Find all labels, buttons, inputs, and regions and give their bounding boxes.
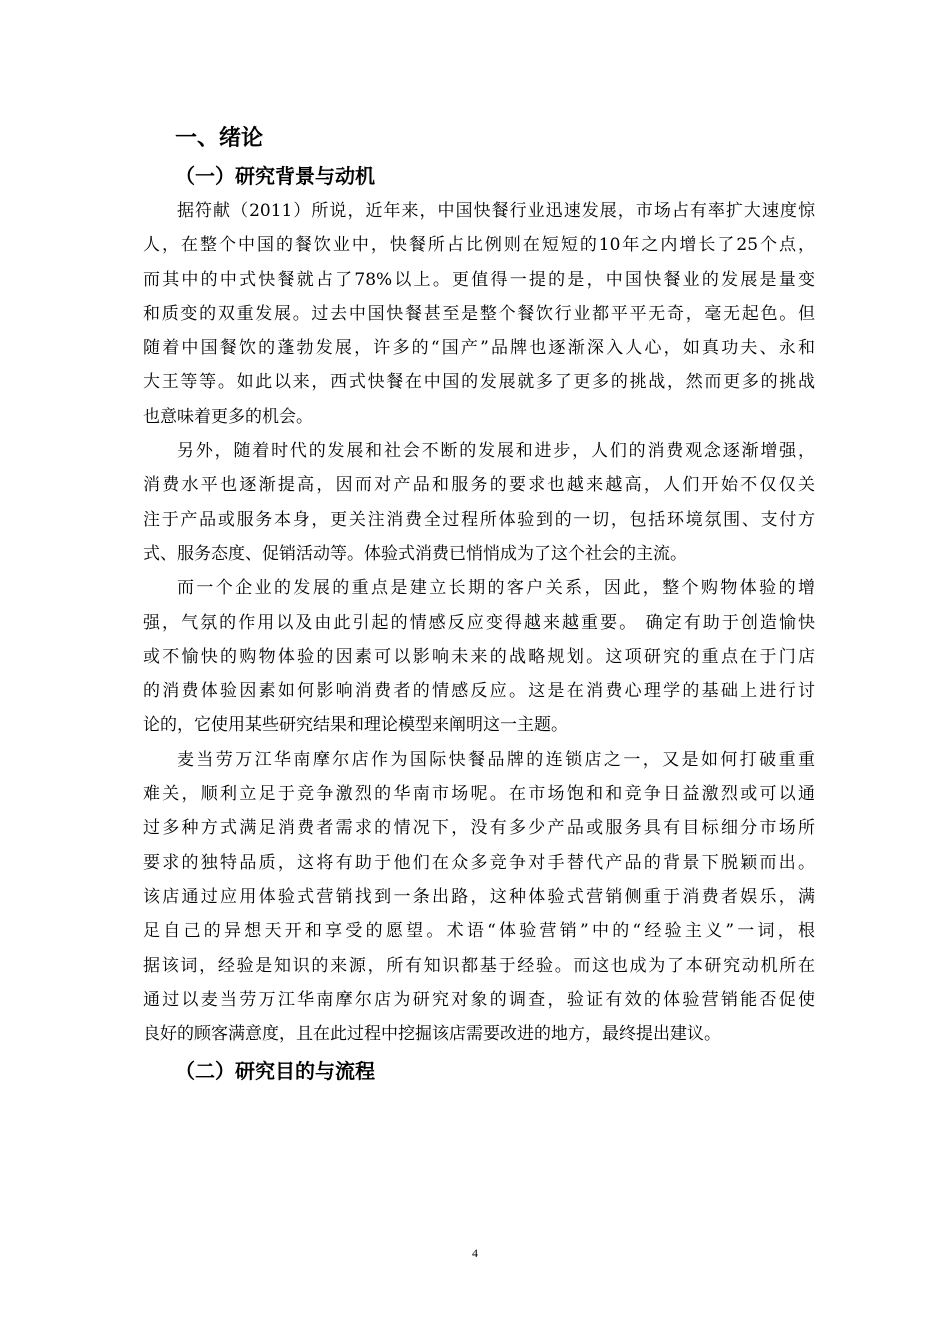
paragraph (143, 434, 815, 571)
paragraph-line: 注于产品或服务本身，更关注消费全过程所体验到的一切，包括环境氛围、支付方 (143, 509, 815, 530)
paragraph-line: 和质变的双重发展。过去中国快餐甚至是整个餐饮行业都平平无奇，毫无起色。但 (143, 303, 815, 324)
paragraph (143, 194, 815, 434)
paragraph-line: 论的，它使用某些研究结果和理论模型来阐明这一主题。 (143, 715, 568, 736)
paragraph-line: 而其中的中式快餐就占了78%以上。更值得一提的是，中国快餐业的发展是量变 (143, 269, 815, 290)
page-number: 4 (472, 1246, 478, 1260)
paragraph-line: 强，气氛的作用以及由此引起的情感反应变得越来越重要。 确定有助于创造愉快 (143, 612, 815, 633)
paragraph-line: 随着中国餐饮的蓬勃发展，许多的“国产”品牌也逐渐深入人心，如真功夫、永和 (143, 338, 815, 359)
paragraph-line: 通过以麦当劳万江华南摩尔店为研究对象的调查，验证有效的体验营销能否促使 (143, 989, 815, 1010)
paragraph-line: 大王等等。如此以来，西式快餐在中国的发展就多了更多的挑战，然而更多的挑战 (143, 372, 815, 393)
chapter-heading: 一、绪论 (175, 126, 264, 151)
paragraph-line: 该店通过应用体验式营销找到一条出路，这种体验式营销侧重于消费者娱乐，满 (143, 886, 815, 907)
paragraph-line: 麦当劳万江华南摩尔店作为国际快餐品牌的连锁店之一，又是如何打破重重 (177, 749, 815, 770)
paragraph-line: 消费水平也逐渐提高，因而对产品和服务的要求也越来越高，人们开始不仅仅关 (143, 475, 815, 496)
paragraph-line: 也意味着更多的机会。 (143, 406, 313, 427)
paragraph-line: 足自己的异想天开和享受的愿望。术语“体验营销”中的“经验主义”一词，根 (143, 921, 815, 942)
paragraph-line: 据符献（2011）所说，近年来，中国快餐行业迅速发展，市场占有率扩大速度惊 (177, 201, 815, 221)
section-heading-purpose: （二）研究目的与流程 (175, 1059, 375, 1084)
paragraph-line: 难关，顺利立足于竞争激烈的华南市场呢。在市场饱和和竞争日益激烈或可以通 (143, 784, 815, 805)
page-content (143, 120, 815, 1089)
paragraph (143, 571, 815, 742)
paragraph-line: 另外，随着时代的发展和社会不断的发展和进步，人们的消费观念逐渐增强， (177, 441, 815, 462)
paragraph-line: 良好的顾客满意度，且在此过程中挖掘该店需要改进的地方，最终提出建议。 (143, 1024, 721, 1045)
paragraph-line: 要求的独特品质，这将有助于他们在众多竞争对手替代产品的背景下脱颖而出。 (143, 852, 815, 873)
paragraph-line: 而一个企业的发展的重点是建立长期的客户关系，因此，整个购物体验的增 (177, 578, 815, 599)
paragraph-line: 或不愉快的购物体验的因素可以影响未来的战略规划。这项研究的重点在于门店 (143, 646, 815, 667)
paragraph-line: 的消费体验因素如何影响消费者的情感反应。这是在消费心理学的基础上进行讨 (143, 681, 815, 702)
paragraph-line: 人，在整个中国的餐饮业中，快餐所占比例则在短短的10年之内增长了25个点， (143, 235, 815, 256)
paragraph-line: 据该词，经验是知识的来源，所有知识都基于经验。而这也成为了本研究动机所在 (143, 955, 815, 976)
paragraph-line: 过多种方式满足消费者需求的情况下，没有多少产品或服务具有目标细分市场所 (143, 818, 815, 839)
paragraph-line: 式、服务态度、促销活动等。体验式消费已悄悄成为了这个社会的主流。 (143, 543, 687, 564)
section-heading-background: （一）研究背景与动机 (175, 164, 375, 188)
paragraph (143, 743, 815, 1052)
